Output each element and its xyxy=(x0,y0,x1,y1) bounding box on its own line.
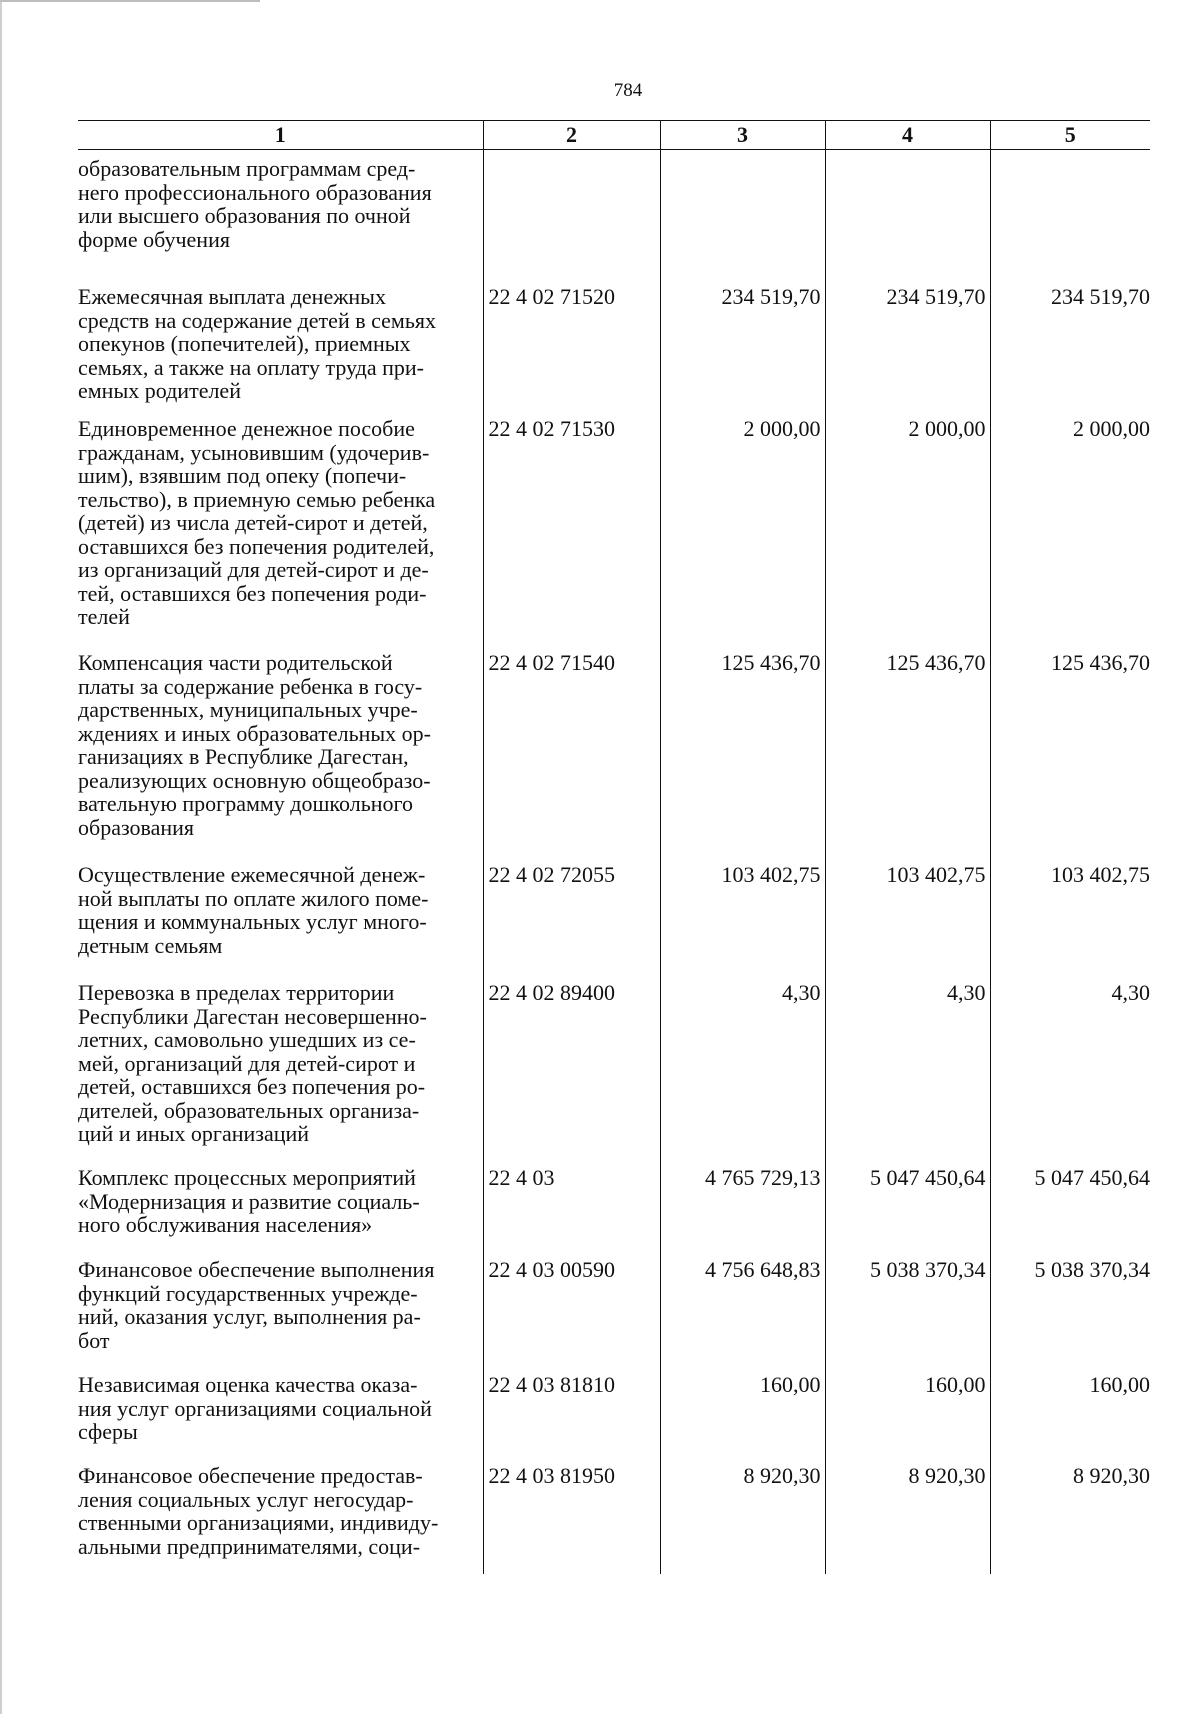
row-value-col5: 2 000,00 xyxy=(990,417,1150,651)
row-name xyxy=(78,981,483,1166)
row-name xyxy=(78,1258,483,1373)
table-row xyxy=(78,1373,1150,1464)
row-value-col4: 234 519,70 xyxy=(825,285,990,417)
row-value-col4: 5 047 450,64 xyxy=(825,1166,990,1258)
header-row xyxy=(78,121,1150,150)
row-value-col5: 5 047 450,64 xyxy=(990,1166,1150,1258)
header-col-1: 1 xyxy=(78,121,483,150)
row-name xyxy=(78,1166,483,1258)
row-name-text: Единовременное денежное пособие гражданам, усыновившим (удочерив- шим), взявшим под опеку (попечи- тельство), в приемную семью ребенка (детей) из числа детей-сирот и детей, оставшихся без попечения родителей, из организаций для детей-сирот и де- тей, оставшихся без попечения роди- телей xyxy=(78,416,436,629)
row-value-col3: 4 756 648,83 xyxy=(660,1258,825,1373)
row-value-col5: 103 402,75 xyxy=(990,863,1150,981)
row-value-col3: 160,00 xyxy=(660,1373,825,1464)
row-value-col3: 2 000,00 xyxy=(660,417,825,651)
row-code: 22 4 02 71520 xyxy=(483,285,660,417)
row-name xyxy=(78,651,483,863)
row-code: 22 4 02 89400 xyxy=(483,981,660,1166)
row-value-col4: 8 920,30 xyxy=(825,1464,990,1574)
row-value-col4: 5 038 370,34 xyxy=(825,1258,990,1373)
row-name-text: Независимая оценка качества оказа- ния услуг организациями социальной сферы xyxy=(78,1372,432,1444)
row-name-text: Финансовое обеспечение выполнения функций государственных учрежде- ний, оказания услуг, выполнения ра- бот xyxy=(78,1257,435,1353)
row-name-text: Комплекс процессных мероприятий «Модернизация и развитие социаль- ного обслуживания населения» xyxy=(78,1165,420,1237)
table-row xyxy=(78,863,1150,981)
table-row xyxy=(78,1166,1150,1258)
scan-edge-top xyxy=(0,0,260,2)
row-name-text: Ежемесячная выплата денежных средств на содержание детей в семьях опекунов (попечителей), приемных семьях, а также на оплату труда при- емных родителей xyxy=(78,284,436,403)
budget-table xyxy=(78,120,1150,1574)
table-row xyxy=(78,1258,1150,1373)
row-value-col3: 234 519,70 xyxy=(660,285,825,417)
row-name xyxy=(78,285,483,417)
row-name-text: Компенсация части родительской платы за содержание ребенка в госу- дарственных, муниципальных учре- ждениях и иных образовательных ор- ганизациях в Республике Дагестан, реализующих основную общеобразо- вательную программу дошкольного образования xyxy=(78,650,432,840)
table-row xyxy=(78,1464,1150,1574)
row-name-text: Финансовое обеспечение предостав- ления социальных услуг негосудар- ственными организациями, индивиду- альными предпринимателями, соци- xyxy=(78,1463,439,1559)
row-name xyxy=(78,863,483,981)
row-value-col5: 125 436,70 xyxy=(990,651,1150,863)
row-value-col4: 125 436,70 xyxy=(825,651,990,863)
header-col-3: 3 xyxy=(660,121,825,150)
row-value-col5: 5 038 370,34 xyxy=(990,1258,1150,1373)
row-value-col5: 234 519,70 xyxy=(990,285,1150,417)
row-code xyxy=(483,150,660,286)
row-code: 22 4 02 71540 xyxy=(483,651,660,863)
scan-edge-left xyxy=(0,0,2,1714)
row-code: 22 4 03 00590 xyxy=(483,1258,660,1373)
row-value-col3: 125 436,70 xyxy=(660,651,825,863)
row-code: 22 4 02 72055 xyxy=(483,863,660,981)
row-value-col3: 8 920,30 xyxy=(660,1464,825,1574)
row-value-col4: 4,30 xyxy=(825,981,990,1166)
table-row xyxy=(78,285,1150,417)
row-code: 22 4 02 71530 xyxy=(483,417,660,651)
row-code: 22 4 03 81950 xyxy=(483,1464,660,1574)
row-name-text: Осуществление ежемесячной денеж- ной выплаты по оплате жилого поме- щения и коммунальных услуг много- детным семьям xyxy=(78,862,429,958)
row-name-text: Перевозка в пределах территории Республики Дагестан несовершенно- летних, самовольно ушедших из се- мей, организаций для детей-сирот и детей, оставшихся без попечения ро- дителей, образовательных организа- ций и иных организаций xyxy=(78,980,427,1146)
row-value-col3: 4 765 729,13 xyxy=(660,1166,825,1258)
row-value-col3: 4,30 xyxy=(660,981,825,1166)
row-code: 22 4 03 xyxy=(483,1166,660,1258)
row-value-col5: 4,30 xyxy=(990,981,1150,1166)
row-value-col4 xyxy=(825,150,990,286)
page-number: 784 xyxy=(613,80,643,101)
table-row xyxy=(78,981,1150,1166)
row-name xyxy=(78,1373,483,1464)
row-value-col5: 8 920,30 xyxy=(990,1464,1150,1574)
row-name xyxy=(78,150,483,286)
row-value-col5 xyxy=(990,150,1150,286)
row-value-col4: 2 000,00 xyxy=(825,417,990,651)
row-name xyxy=(78,1464,483,1574)
row-code: 22 4 03 81810 xyxy=(483,1373,660,1464)
row-value-col3: 103 402,75 xyxy=(660,863,825,981)
row-name-text: образовательным программам сред- него профессионального образования или высшего образования по очной форме обучения xyxy=(78,156,432,252)
header-col-2: 2 xyxy=(483,121,660,150)
table-row xyxy=(78,417,1150,651)
row-name xyxy=(78,417,483,651)
row-value-col4: 160,00 xyxy=(825,1373,990,1464)
header-col-5: 5 xyxy=(990,121,1150,150)
row-value-col5: 160,00 xyxy=(990,1373,1150,1464)
row-value-col3 xyxy=(660,150,825,286)
header-col-4: 4 xyxy=(825,121,990,150)
row-value-col4: 103 402,75 xyxy=(825,863,990,981)
table-row xyxy=(78,150,1150,286)
table-row xyxy=(78,651,1150,863)
